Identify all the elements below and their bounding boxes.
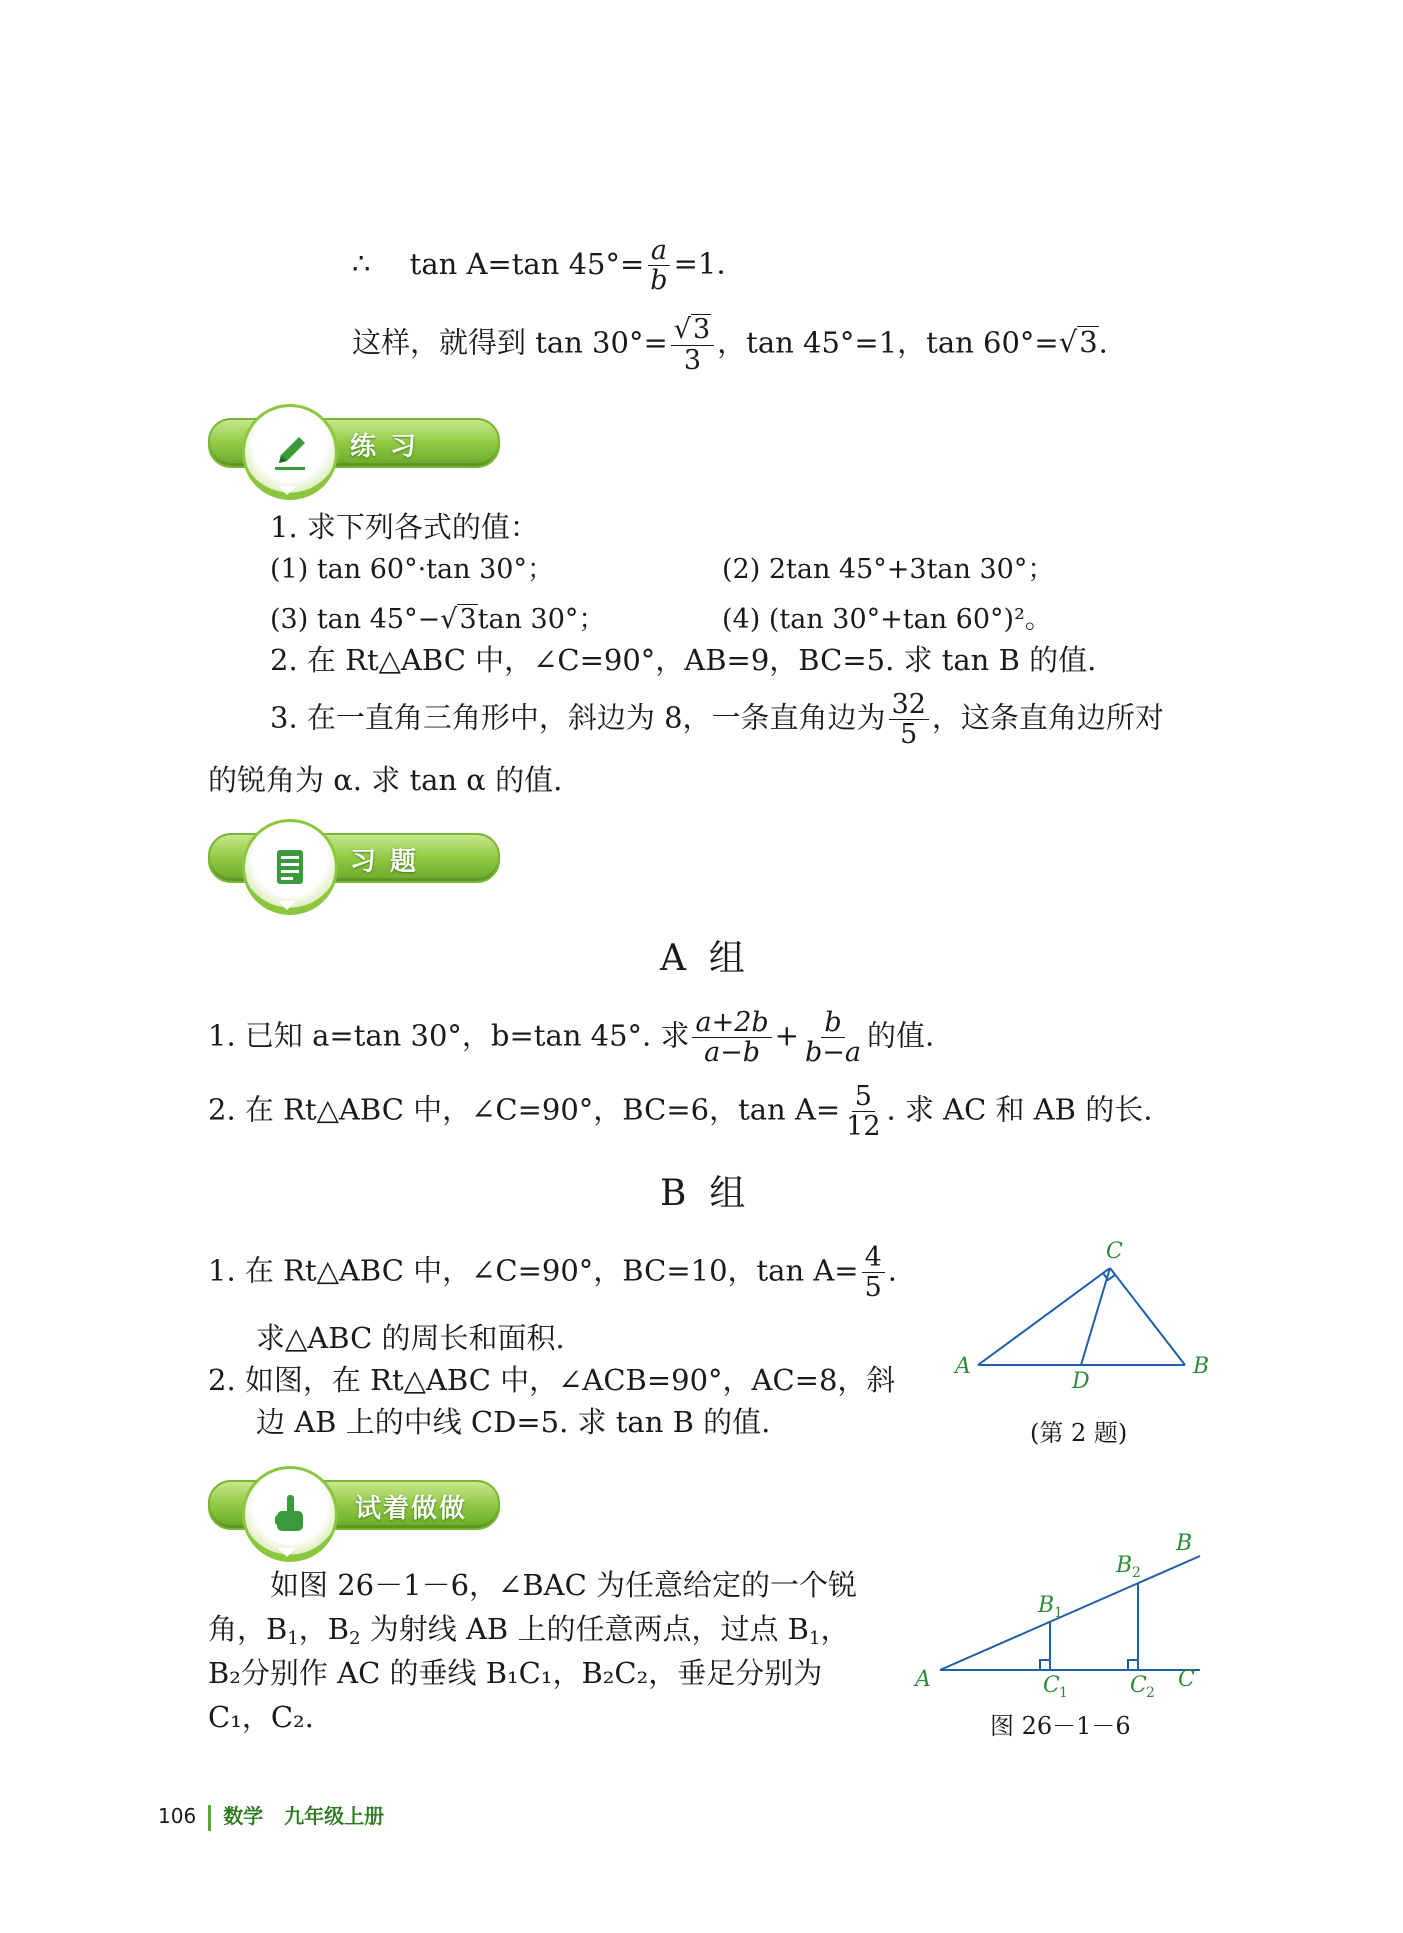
fig2-label-c: C [1178, 1667, 1195, 1692]
pointing-hand-icon [267, 1491, 313, 1537]
rays-figure [910, 1520, 1220, 1700]
practice-q3-line2: 的锐角为 α. 求 tan α 的值. [208, 763, 563, 797]
summary-line [352, 314, 1108, 375]
book-title: 数学 九年级上册 [223, 1804, 385, 1828]
fig2-label-c2: C [1130, 1673, 1147, 1698]
practice-header-label: 练习 [350, 432, 431, 462]
practice-q1-1: (1) tan 60°·tan 30°； [270, 554, 554, 585]
fig2-label-b2: B [1116, 1553, 1133, 1578]
try-line3: B₂分别作 AC 的垂线 B₁C₁，B₂C₂，垂足分别为 [208, 1656, 823, 1690]
page-number: 106 [158, 1804, 197, 1828]
page-footer [158, 1800, 384, 1831]
fig2-label-b2-sub: 2 [1132, 1565, 1141, 1581]
fig2-caption: 图 26－1－6 [990, 1712, 1131, 1740]
fig1-label-a: A [955, 1354, 971, 1379]
fraction-root3-over-3: $\frac{√3}{3}$ [671, 314, 714, 375]
therefore-line [352, 236, 726, 295]
practice-q3: 3. 在一直角三角形中，斜边为 8，一条直角边为 $\frac{32}{5}$ ，这条直角边所对 [270, 689, 1164, 751]
summary-end: . [1098, 325, 1108, 360]
summary-prefix: 这样，就得到 tan 30°= [352, 325, 668, 360]
try-header-label: 试着做做 [355, 1494, 468, 1524]
group-b-q1-line2: 求△ABC 的周长和面积. [256, 1321, 565, 1355]
fig2-label-a: A [915, 1667, 931, 1692]
fig2-label-b1: B [1038, 1593, 1055, 1618]
try-line2: 角，$B_1$，$B_2$ 为射线 AB 上的任意两点，过点 $B_1$， [208, 1612, 850, 1649]
group-b-title: B 组 [660, 1173, 746, 1214]
fig1-label-b: B [1193, 1354, 1210, 1379]
summary-middle: ，tan 45°=1，tan 60°= [717, 325, 1059, 360]
try-line4: C₁，C₂. [208, 1700, 314, 1734]
sqrt-value: 3 [1079, 325, 1098, 360]
therefore-symbol: ∴ [352, 246, 371, 281]
fraction-a-over-b: $\frac{a}{b}$ [647, 236, 670, 295]
tan45-text: tan A=tan 45°= [409, 246, 645, 281]
group-a-title: A 组 [660, 938, 745, 979]
group-b-q2-line2: 边 AB 上的中线 CD=5. 求 tan B 的值. [256, 1405, 771, 1439]
footer-divider [208, 1805, 211, 1831]
group-a-q2: 2. 在 Rt△ABC 中，∠C=90°，BC=6，tan A= $\frac{5}{12}$ . 求 AC 和 AB 的长. [208, 1081, 1153, 1143]
equals-one: =1. [673, 246, 726, 281]
practice-q1-4: (4) (tan 30°+tan 60°)²。 [722, 604, 1052, 635]
fig1-caption: (第 2 题) [1030, 1419, 1128, 1447]
group-b-q2-line1: 2. 如图，在 Rt△ABC 中，∠ACB=90°，AC=8，斜 [208, 1363, 896, 1397]
practice-q1-3: (3) tan 45°−√3tan 30°； [270, 604, 606, 635]
try-line1: 如图 26－1－6，∠BAC 为任意给定的一个锐 [270, 1568, 857, 1602]
fig2-label-b1-sub: 1 [1054, 1605, 1063, 1621]
practice-arrow-icon [278, 486, 296, 495]
fig2-label-c2-sub: 2 [1146, 1685, 1155, 1700]
practice-q2: 2. 在 Rt△ABC 中，∠C=90°，AB=9，BC=5. 求 tan B 的值. [270, 643, 1097, 677]
fig2-label-b: B [1176, 1531, 1193, 1556]
exercises-header-label: 习题 [350, 847, 431, 877]
try-arrow-icon [278, 1548, 296, 1557]
group-a-q1: 1. 已知 a=tan 30°，b=tan 45°. 求 $\frac{a+2b}{a-b}$ + $\frac{b}{b-a}$ 的值. [208, 1007, 935, 1069]
fig1-label-c: C [1106, 1239, 1123, 1264]
triangle-figure-q2 [950, 1230, 1210, 1390]
notepad-icon [267, 844, 313, 890]
pencil-icon [267, 429, 313, 475]
practice-q1-2: (2) 2tan 45°+3tan 30°； [722, 554, 1055, 585]
fig2-label-c1-sub: 1 [1059, 1685, 1068, 1700]
fig2-label-c1: C [1043, 1673, 1060, 1698]
exercises-arrow-icon [278, 901, 296, 910]
fig1-label-d: D [1072, 1369, 1090, 1390]
sqrt-symbol: √ [1058, 325, 1078, 360]
practice-q1: 1. 求下列各式的值： [270, 510, 539, 544]
group-b-q1: 1. 在 Rt△ABC 中，∠C=90°，BC=10，tan A= $\frac{4}{5}$ . [208, 1242, 898, 1304]
